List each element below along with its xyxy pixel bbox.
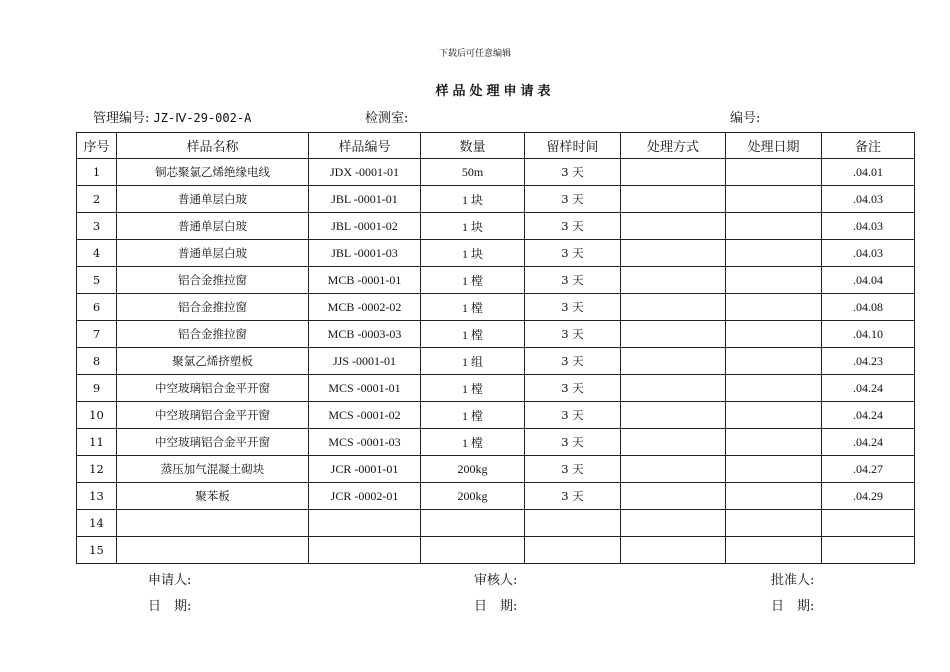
cell-quantity: 200kg	[421, 483, 525, 510]
cell-sample-name: 中空玻璃铝合金平开窗	[117, 429, 309, 456]
cell-date	[726, 267, 822, 294]
cell-no: 1	[77, 159, 117, 186]
header-note: 下载后可任意编辑	[438, 49, 511, 59]
cell-method	[621, 375, 726, 402]
column-header-quantity: 数量	[421, 133, 525, 159]
cell-retention: 3 天	[525, 321, 621, 348]
cell-sample-name: 铝合金推拉窗	[117, 294, 309, 321]
cell-sample-name: 普通单层白玻	[117, 240, 309, 267]
cell-retention: 3 天	[525, 456, 621, 483]
cell-date	[726, 375, 822, 402]
cell-remark	[822, 510, 915, 537]
cell-no: 12	[77, 456, 117, 483]
table-row	[77, 510, 915, 537]
cell-no: 8	[77, 348, 117, 375]
cell-no: 13	[77, 483, 117, 510]
cell-retention: 3 天	[525, 267, 621, 294]
cell-remark: .04.27	[822, 456, 915, 483]
cell-method	[621, 429, 726, 456]
cell-sample-code: JCR -0001-01	[309, 456, 421, 483]
table-body	[77, 159, 915, 564]
cell-date	[726, 429, 822, 456]
table-row	[77, 402, 915, 429]
table-row	[77, 213, 915, 240]
cell-retention: 3 天	[525, 240, 621, 267]
cell-sample-code: MCB -0002-02	[309, 294, 421, 321]
cell-sample-name: 铜芯聚氯乙烯绝缘电线	[117, 159, 309, 186]
cell-date	[726, 240, 822, 267]
cell-method	[621, 456, 726, 483]
cell-quantity: 1 樘	[421, 321, 525, 348]
cell-quantity: 1 樘	[421, 267, 525, 294]
cell-sample-code: MCB -0003-03	[309, 321, 421, 348]
table-row	[77, 537, 915, 564]
cell-date	[726, 159, 822, 186]
cell-retention: 3 天	[525, 348, 621, 375]
cell-sample-name	[117, 510, 309, 537]
sample-table	[76, 132, 915, 564]
table-row	[77, 294, 915, 321]
cell-method	[621, 294, 726, 321]
cell-sample-code: JDX -0001-01	[309, 159, 421, 186]
cell-sample-name: 蒸压加气混凝土砌块	[117, 456, 309, 483]
cell-remark: .04.24	[822, 402, 915, 429]
cell-method	[621, 348, 726, 375]
management-number-value: JZ-Ⅳ-29-002-A	[153, 111, 252, 125]
cell-quantity: 1 块	[421, 240, 525, 267]
cell-method	[621, 159, 726, 186]
cell-sample-code	[309, 537, 421, 564]
column-header-method: 处理方式	[621, 133, 726, 159]
cell-quantity: 1 樘	[421, 375, 525, 402]
cell-remark: .04.08	[822, 294, 915, 321]
reviewer-label: 审核人:	[474, 573, 518, 588]
cell-date	[726, 456, 822, 483]
cell-sample-code: MCB -0001-01	[309, 267, 421, 294]
column-header-name: 样品名称	[117, 133, 309, 159]
page-title: 样品处理申请表	[435, 84, 555, 99]
cell-sample-name: 普通单层白玻	[117, 213, 309, 240]
cell-sample-name: 聚苯板	[117, 483, 309, 510]
cell-remark: .04.10	[822, 321, 915, 348]
cell-retention: 3 天	[525, 402, 621, 429]
cell-no: 14	[77, 510, 117, 537]
cell-no: 10	[77, 402, 117, 429]
table-row	[77, 375, 915, 402]
cell-remark: .04.29	[822, 483, 915, 510]
cell-quantity: 1 樘	[421, 402, 525, 429]
management-number	[93, 107, 251, 126]
lab-label: 检测室:	[365, 111, 409, 126]
cell-date	[726, 348, 822, 375]
cell-sample-name	[117, 537, 309, 564]
cell-sample-name: 铝合金推拉窗	[117, 321, 309, 348]
approver-date-label: 日 期:	[771, 599, 815, 614]
cell-quantity	[421, 537, 525, 564]
cell-sample-code: MCS -0001-01	[309, 375, 421, 402]
cell-retention: 3 天	[525, 483, 621, 510]
cell-remark: .04.24	[822, 429, 915, 456]
cell-sample-name: 铝合金推拉窗	[117, 267, 309, 294]
cell-retention: 3 天	[525, 159, 621, 186]
cell-method	[621, 537, 726, 564]
cell-date	[726, 321, 822, 348]
cell-remark	[822, 537, 915, 564]
cell-remark: .04.03	[822, 186, 915, 213]
table-header-row	[77, 133, 915, 159]
cell-no: 3	[77, 213, 117, 240]
cell-quantity: 1 块	[421, 186, 525, 213]
cell-no: 7	[77, 321, 117, 348]
cell-date	[726, 537, 822, 564]
cell-quantity: 1 块	[421, 213, 525, 240]
cell-method	[621, 186, 726, 213]
cell-sample-code: MCS -0001-02	[309, 402, 421, 429]
cell-method	[621, 267, 726, 294]
cell-sample-name: 中空玻璃铝合金平开窗	[117, 375, 309, 402]
cell-date	[726, 483, 822, 510]
cell-sample-name: 普通单层白玻	[117, 186, 309, 213]
cell-remark: .04.04	[822, 267, 915, 294]
cell-remark: .04.03	[822, 240, 915, 267]
cell-quantity: 50m	[421, 159, 525, 186]
cell-sample-code: JBL -0001-03	[309, 240, 421, 267]
column-header-code: 样品编号	[309, 133, 421, 159]
applicant-date-label: 日 期:	[148, 599, 192, 614]
table-row	[77, 159, 915, 186]
column-header-remark: 备注	[822, 133, 915, 159]
table-row	[77, 321, 915, 348]
table-row	[77, 456, 915, 483]
cell-sample-code: JBL -0001-01	[309, 186, 421, 213]
cell-retention: 3 天	[525, 375, 621, 402]
table-row	[77, 186, 915, 213]
table-row	[77, 429, 915, 456]
cell-quantity: 200kg	[421, 456, 525, 483]
cell-date	[726, 213, 822, 240]
applicant-label: 申请人:	[148, 573, 192, 588]
cell-no: 2	[77, 186, 117, 213]
cell-remark: .04.23	[822, 348, 915, 375]
approver-label: 批准人:	[771, 573, 815, 588]
cell-date	[726, 402, 822, 429]
cell-sample-code: JBL -0001-02	[309, 213, 421, 240]
table-row	[77, 240, 915, 267]
reviewer-date-label: 日 期:	[474, 599, 518, 614]
column-header-no: 序号	[77, 133, 117, 159]
cell-no: 4	[77, 240, 117, 267]
column-header-date: 处理日期	[726, 133, 822, 159]
cell-quantity: 1 樘	[421, 294, 525, 321]
cell-no: 15	[77, 537, 117, 564]
cell-sample-name: 中空玻璃铝合金平开窗	[117, 402, 309, 429]
cell-no: 5	[77, 267, 117, 294]
cell-retention: 3 天	[525, 213, 621, 240]
cell-no: 11	[77, 429, 117, 456]
cell-quantity: 1 樘	[421, 429, 525, 456]
cell-retention: 3 天	[525, 429, 621, 456]
cell-date	[726, 186, 822, 213]
column-header-retention: 留样时间	[525, 133, 621, 159]
cell-sample-name: 聚氯乙烯挤塑板	[117, 348, 309, 375]
cell-method	[621, 483, 726, 510]
cell-retention	[525, 510, 621, 537]
table-row	[77, 348, 915, 375]
cell-quantity	[421, 510, 525, 537]
cell-date	[726, 294, 822, 321]
cell-method	[621, 510, 726, 537]
cell-retention	[525, 537, 621, 564]
cell-no: 9	[77, 375, 117, 402]
cell-sample-code: MCS -0001-03	[309, 429, 421, 456]
cell-method	[621, 240, 726, 267]
cell-retention: 3 天	[525, 294, 621, 321]
cell-no: 6	[77, 294, 117, 321]
table-row	[77, 267, 915, 294]
cell-sample-code: JJS -0001-01	[309, 348, 421, 375]
cell-date	[726, 510, 822, 537]
cell-sample-code: JCR -0002-01	[309, 483, 421, 510]
cell-quantity: 1 组	[421, 348, 525, 375]
cell-remark: .04.01	[822, 159, 915, 186]
cell-retention: 3 天	[525, 186, 621, 213]
cell-method	[621, 402, 726, 429]
cell-remark: .04.24	[822, 375, 915, 402]
cell-remark: .04.03	[822, 213, 915, 240]
number-label: 编号:	[730, 111, 761, 126]
cell-method	[621, 321, 726, 348]
table-row	[77, 483, 915, 510]
cell-method	[621, 213, 726, 240]
cell-sample-code	[309, 510, 421, 537]
management-number-label: 管理编号:	[93, 111, 150, 126]
